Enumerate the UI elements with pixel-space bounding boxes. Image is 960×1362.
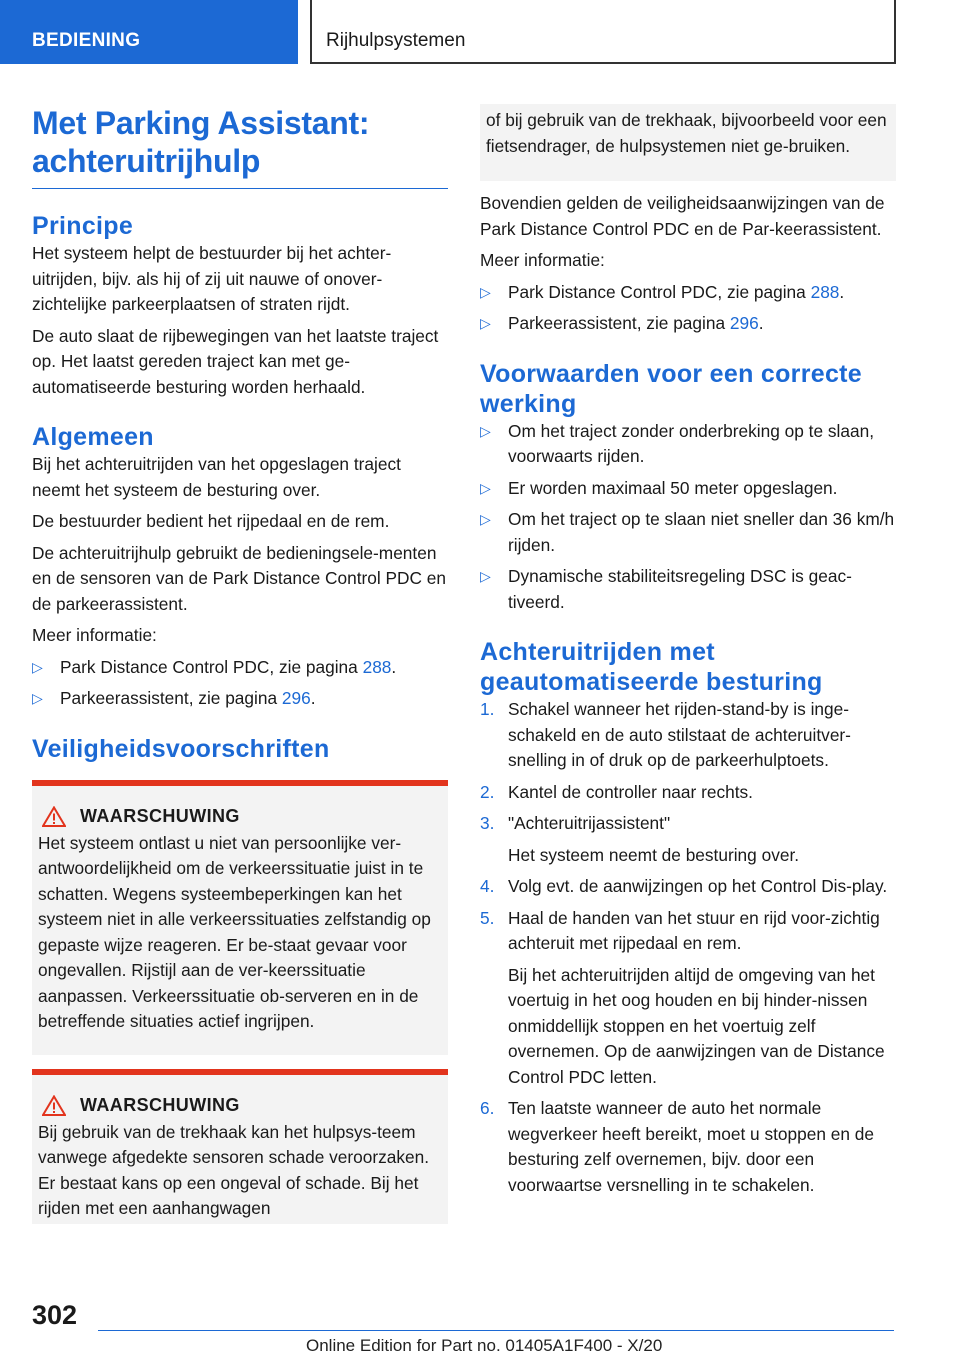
heading-voorwaarden: Voorwaarden voor een correcte werking [480,359,862,418]
heading-achteruitrijden: Achteruitrijden met geautomatiseerde besturing [480,638,823,696]
warning-box [32,780,448,1055]
reference-list [32,655,448,712]
warning-title: WAARSCHUWING [42,1095,440,1116]
list-item: 1. Schakel wanneer het rijden-stand-by is inge-schakeld en de auto stilstaat de achteruitver-snelling in of druk op de parkeerhulptoets. [480,699,851,770]
list-item: 4. Volg evt. de aanwijzingen op het Control Dis-play. [480,876,888,896]
paragraph: Het systeem helpt de bestuurder bij het achter-uitrijden, bijv. als hij of zij uit nauwe of onover-zichtelijke parkeerplaatsen of straten rijdt. [32,243,392,314]
heading-veiligheid: Veiligheidsvoorschriften [32,734,330,763]
triangle-bullet-icon: ▷ [32,658,43,675]
page-link-288[interactable]: 288 [362,656,392,677]
list-item: ▷ Dynamische stabiliteitsregeling DSC is geac-tiveerd. [480,566,852,612]
warning-box [32,1069,448,1224]
warning-triangle-icon [42,1095,66,1116]
list-item: ▷ Park Distance Control PDC, zie pagina 288. [480,280,896,306]
list-item: 2. Kantel de controller naar rechts. [480,781,753,802]
chapter-title: Rijhulpsystemen [310,0,896,64]
list-item: ▷ Er worden maximaal 50 meter opgeslagen. [480,476,896,502]
list-item: ▷ Parkeerassistent, zie pagina 296. [480,311,896,337]
list-item: 5. Haal de handen van het stuur en rijd voor-zichtig achteruit met rijpedaal en rem. Bij het achteruitrijden altijd de omgeving van het voertuig in het oog houden en bij hinder-nissen onmiddellijk stoppen en het voertuig zelf overnemen. Op de aanwijzingen van de Distance Control PDC letten. [480,907,885,1087]
warning-title: WAARSCHUWING [42,806,440,827]
triangle-bullet-icon: ▷ [480,283,491,300]
more-info-label: Meer informatie: [32,625,157,645]
triangle-bullet-icon: ▷ [32,690,43,706]
more-info-label: Meer informatie: [480,250,605,270]
warning-text: Bij gebruik van de trekhaak kan het hulpsys-teem vanwege afgedekte sensoren schade veroorzaken. Er bestaat kans op een ongeval of schade. Bij het rijden met een aanhangwagen [38,1121,430,1218]
triangle-bullet-icon: ▷ [480,315,491,331]
list-item: 3. "Achteruitrijassistent" Het systeem neemt de besturing over. [480,813,800,865]
list-item: 6. Ten laatste wanneer de auto het normale wegverkeer heeft bereikt, moet u stoppen en de besturing zelf overnemen, bijv. door een voorwaartse versnelling in te schakelen. [480,1098,875,1195]
warning-text: of bij gebruik van de trekhaak, bijvoorbeeld voor een fietsendrager, de hulpsystemen niet ge-bruiken. [486,110,887,156]
page-link-296[interactable]: 296 [729,313,759,333]
page-title: Met Parking Assistant: achteruitrijhulp [32,105,370,179]
warning-triangle-icon [42,806,66,827]
left-column [32,100,448,1224]
triangle-bullet-icon: ▷ [480,568,491,584]
page-link-288[interactable]: 288 [810,281,840,302]
paragraph: Bovendien gelden de veiligheidsaanwijzingen van de Park Distance Control PDC en de Par-keerassistent. [480,193,885,239]
paragraph: Bij het achteruitrijden van het opgeslagen traject neemt het systeem de besturing over. [32,454,401,500]
footer-edition: Online Edition for Part no. 01405A1F400 - X/20 [306,1336,663,1355]
reference-list [480,280,896,337]
right-column [480,100,896,1204]
paragraph: De bestuurder bedient het rijpedaal en de rem. [32,511,390,531]
warning-continuation [480,104,896,181]
paragraph: De achteruitrijhulp gebruikt de bedieningsele-menten en de sensoren van de Park Distance Control PDC en de parkeerassistent. [32,542,447,614]
paragraph: De auto slaat de rijbewegingen van het laatste traject op. Het laatst gereden traject kan met ge-automatiseerde besturing worden herhaald. [32,325,439,397]
footer-rule [98,1330,894,1331]
triangle-bullet-icon: ▷ [480,511,491,527]
heading-principe: Principe [32,212,134,240]
list-item: ▷ Om het traject zonder onderbreking op te slaan, voorwaarts rijden. [480,420,874,466]
section-tab[interactable]: BEDIENING [0,0,298,64]
conditions-list [480,419,896,616]
page-number: 302 [32,1300,78,1330]
steps-list [480,697,896,1198]
list-item: ▷ Parkeerassistent, zie pagina 296. [32,686,448,712]
page-link-296[interactable]: 296 [281,688,311,708]
list-item: ▷ Om het traject op te slaan niet sneller dan 36 km/h rijden. [480,509,895,555]
list-item: ▷ Park Distance Control PDC, zie pagina 288. [32,655,448,681]
heading-algemeen: Algemeen [32,423,154,451]
warning-text: Het systeem ontlast u niet van persoonlijke ver-antwoordelijkheid om de verkeerssituatie juist in te schatten. Wegens systeembeperkingen kan het systeem niet in alle verkeerssituaties zelfstandig op gepaste wijze reageren. Er be-staat gevaar voor ongevallen. Rijstijl aan de ver-keerssituatie aanpassen. Verkeerssituatie ob-serveren en in de betreffende situaties actief ingrijpen. [38,832,431,1031]
title-rule [32,188,448,189]
triangle-bullet-icon: ▷ [480,422,491,439]
triangle-bullet-icon: ▷ [480,479,491,496]
